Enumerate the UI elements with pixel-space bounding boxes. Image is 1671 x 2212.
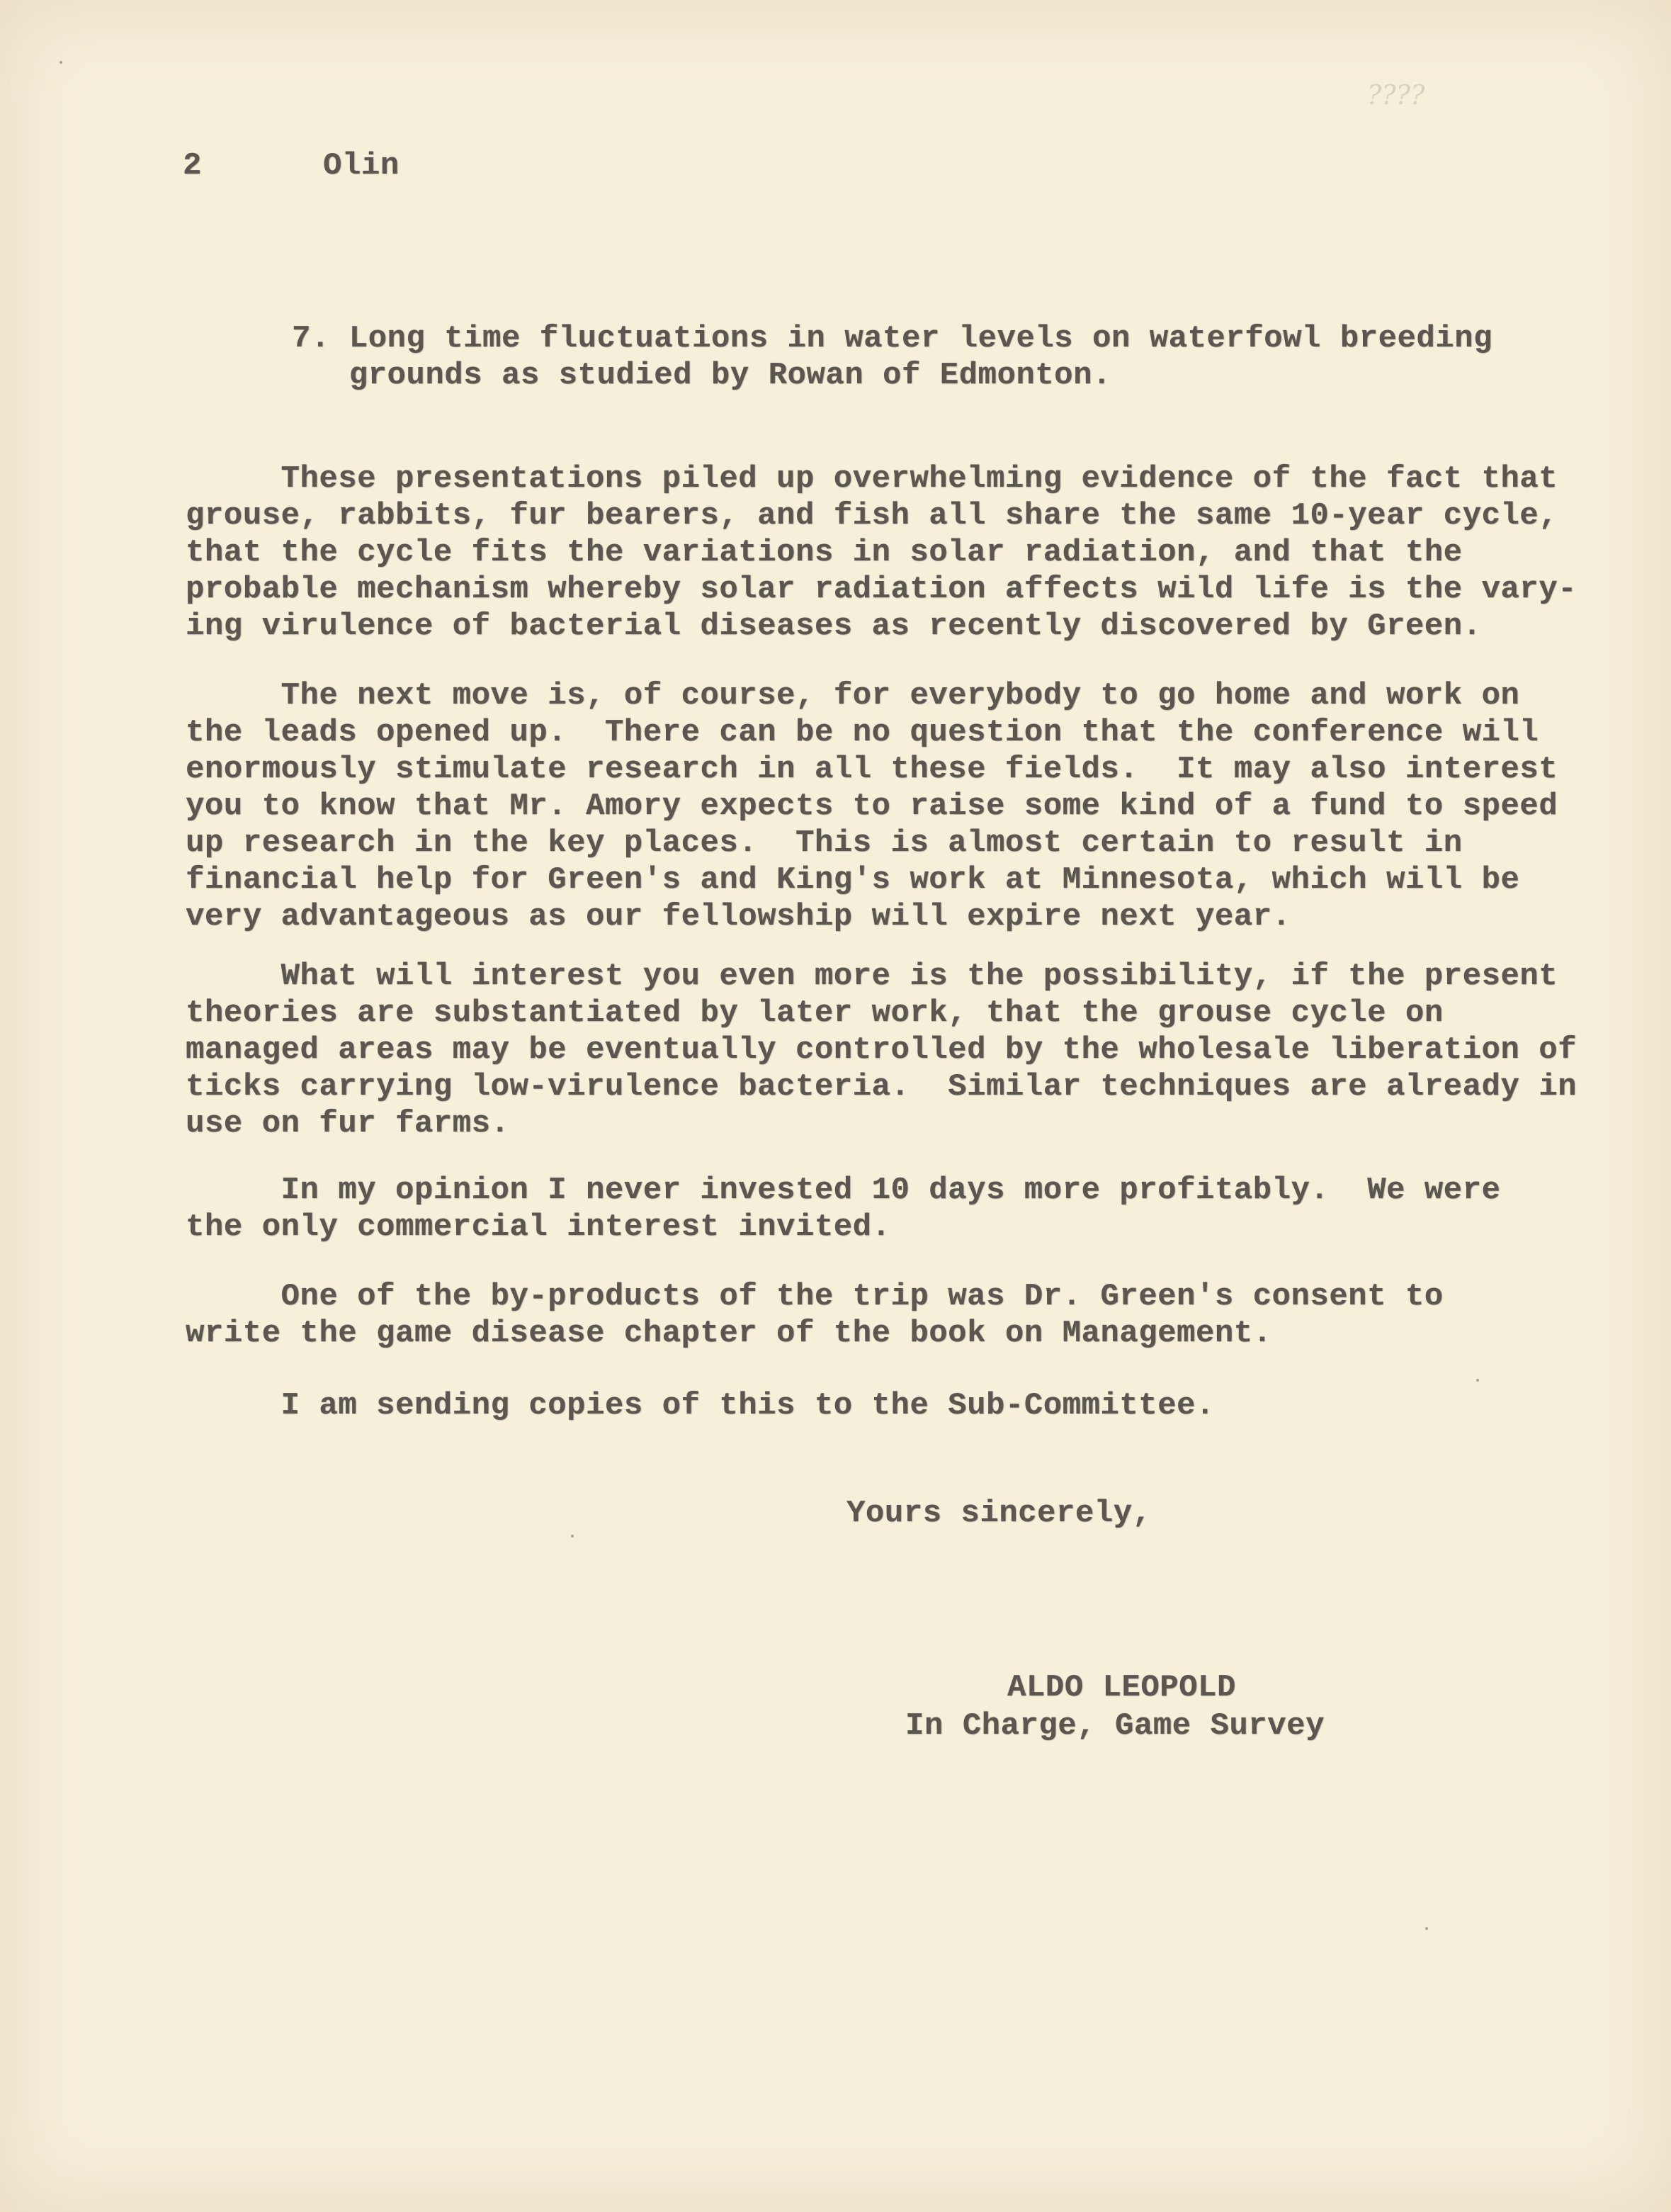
- item-7-line: 7. Long time fluctuations in water levels on waterfowl breeding: [292, 321, 1492, 356]
- page-number: 2: [183, 148, 202, 184]
- paragraph-line: that the cycle fits the variations in solar radiation, and that the: [186, 535, 1463, 570]
- paragraph-opinion: [186, 1172, 1501, 1246]
- paragraph-evidence: [186, 461, 1577, 645]
- paragraph-line: One of the by-products of the trip was Dr. Green's consent to: [186, 1279, 1444, 1314]
- closing: Yours sincerely,: [846, 1496, 1152, 1531]
- paragraph-line: theories are substantiated by later work, that the grouse cycle on: [186, 995, 1444, 1031]
- paragraph-line: up research in the key places. This is almost certain to result in: [186, 825, 1463, 861]
- paper-speck: [571, 1535, 574, 1537]
- paragraph-by-products: [186, 1278, 1489, 1352]
- paragraph-line: financial help for Green's and King's work at Minnesota, which will be: [186, 862, 1520, 898]
- item-7: [186, 320, 1492, 394]
- recipient-header: Olin: [323, 148, 400, 184]
- paper-speck: [60, 61, 62, 64]
- paragraph-next-move: [186, 677, 1558, 935]
- paragraph-line: managed areas may be eventually controlled by the wholesale liberation of: [186, 1032, 1577, 1068]
- paragraph-line: I am sending copies of this to the Sub-Committee.: [186, 1388, 1215, 1423]
- paragraph-line: ticks carrying low-virulence bacteria. Similar techniques are already in: [186, 1069, 1577, 1105]
- paragraph-line: ing virulence of bacterial diseases as recently discovered by Green.: [186, 609, 1482, 644]
- signature-title: In Charge, Game Survey: [905, 1708, 1325, 1744]
- paragraph-line: the leads opened up. There can be no question that the conference will: [186, 715, 1539, 750]
- paragraph-line: the only commercial interest invited.: [186, 1209, 891, 1245]
- paragraph-line: In my opinion I never invested 10 days more profitably. We were: [186, 1173, 1501, 1208]
- paragraph-possibility: [186, 958, 1577, 1142]
- paragraph-copies: [186, 1387, 1489, 1424]
- paragraph-line: What will interest you even more is the possibility, if the present: [186, 959, 1558, 994]
- paragraph-line: write the game disease chapter of the book on Management.: [186, 1316, 1272, 1351]
- signature-name: ALDO LEOPOLD: [1007, 1670, 1236, 1705]
- paragraph-line: enormously stimulate research in all these fields. It may also interest: [186, 752, 1558, 787]
- paragraph-line: The next move is, of course, for everybody to go home and work on: [186, 678, 1520, 713]
- paragraph-line: grouse, rabbits, fur bearers, and fish all share the same 10-year cycle,: [186, 498, 1558, 534]
- paper-speck: [1425, 1927, 1428, 1930]
- pencil-margin-note: ????: [1367, 79, 1425, 111]
- paragraph-line: use on fur farms.: [186, 1106, 510, 1141]
- item-7-line: grounds as studied by Rowan of Edmonton.: [292, 358, 1111, 393]
- paragraph-line: you to know that Mr. Amory expects to raise some kind of a fund to speed: [186, 789, 1558, 824]
- paragraph-line: These presentations piled up overwhelming evidence of the fact that: [186, 461, 1558, 497]
- paper-speck: [1476, 1379, 1479, 1382]
- paragraph-line: probable mechanism whereby solar radiation affects wild life is the vary-: [186, 572, 1577, 607]
- paragraph-line: very advantageous as our fellowship will expire next year.: [186, 899, 1291, 935]
